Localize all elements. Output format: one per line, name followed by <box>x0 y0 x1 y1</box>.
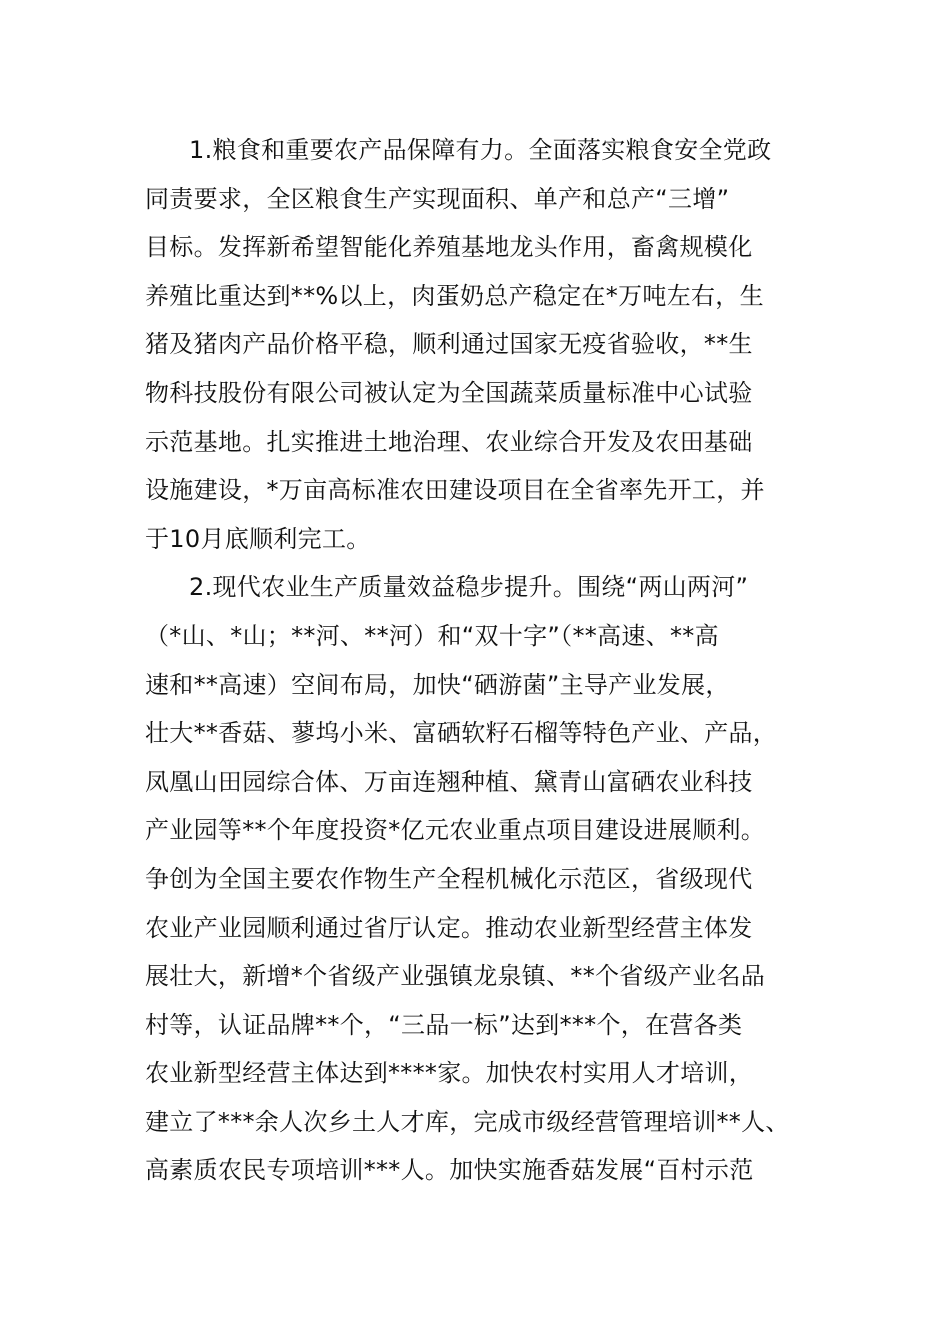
document-body <box>145 126 845 1195</box>
paragraph-line: 目标。发挥新希望智能化养殖基地龙头作用，畜禽规模化 <box>145 233 753 262</box>
paragraph-line: 示范基地。扎实推进土地治理、农业综合开发及农田基础 <box>145 427 753 456</box>
paragraph-line: 于10月底顺利完工。 <box>145 524 371 553</box>
paragraph-line: 物科技股份有限公司被认定为全国蔬菜质量标准中心试验 <box>145 378 753 407</box>
paragraph-line: 争创为全国主要农作物生产全程机械化示范区，省级现代 <box>145 864 753 893</box>
paragraph-line: 展壮大，新增*个省级产业强镇龙泉镇、**个省级产业名品 <box>145 962 766 991</box>
paragraph-line: 高素质农民专项培训***人。加快实施香菇发展“百村示范 <box>145 1156 754 1185</box>
paragraph-line: 同责要求，全区粮食生产实现面积、单产和总产“三增” <box>145 184 730 213</box>
paragraph-line: 村等，认证品牌**个，“三品一标”达到***个，在营各类 <box>145 1010 743 1039</box>
paragraph-2 <box>145 563 845 1195</box>
paragraph-line: 农业产业园顺利通过省厅认定。推动农业新型经营主体发 <box>145 913 753 942</box>
paragraph-line: 猪及猪肉产品价格平稳，顺利通过国家无疫省验收，**生 <box>145 330 753 359</box>
paragraph-line: 1.粮食和重要农产品保障有力。全面落实粮食安全党政 <box>189 136 772 164</box>
paragraph-line: 产业园等**个年度投资*亿元农业重点项目建设进展顺利。 <box>145 816 766 845</box>
paragraph-line: 农业新型经营主体达到****家。加快农村实用人才培训， <box>145 1059 754 1088</box>
paragraph-line: 建立了***余人次乡土人才库，完成市级经营管理培训**人、 <box>145 1107 790 1136</box>
paragraph-1 <box>145 126 845 563</box>
paragraph-line: （*山、*山；**河、**河）和“双十字”（**高速、**高 <box>145 621 719 650</box>
paragraph-line: 凤凰山田园综合体、万亩连翘种植、黛青山富硒农业科技 <box>145 767 753 796</box>
paragraph-line: 2.现代农业生产质量效益稳步提升。围绕“两山两河” <box>189 573 749 602</box>
paragraph-line: 速和**高速）空间布局，加快“硒游菌”主导产业发展， <box>145 670 730 699</box>
paragraph-line: 壮大**香菇、蓼坞小米、富硒软籽石榴等特色产业、产品， <box>145 719 778 748</box>
paragraph-line: 设施建设，*万亩高标准农田建设项目在全省率先开工，并 <box>145 476 765 505</box>
paragraph-line: 养殖比重达到**%以上，肉蛋奶总产稳定在*万吨左右，生 <box>145 281 764 310</box>
